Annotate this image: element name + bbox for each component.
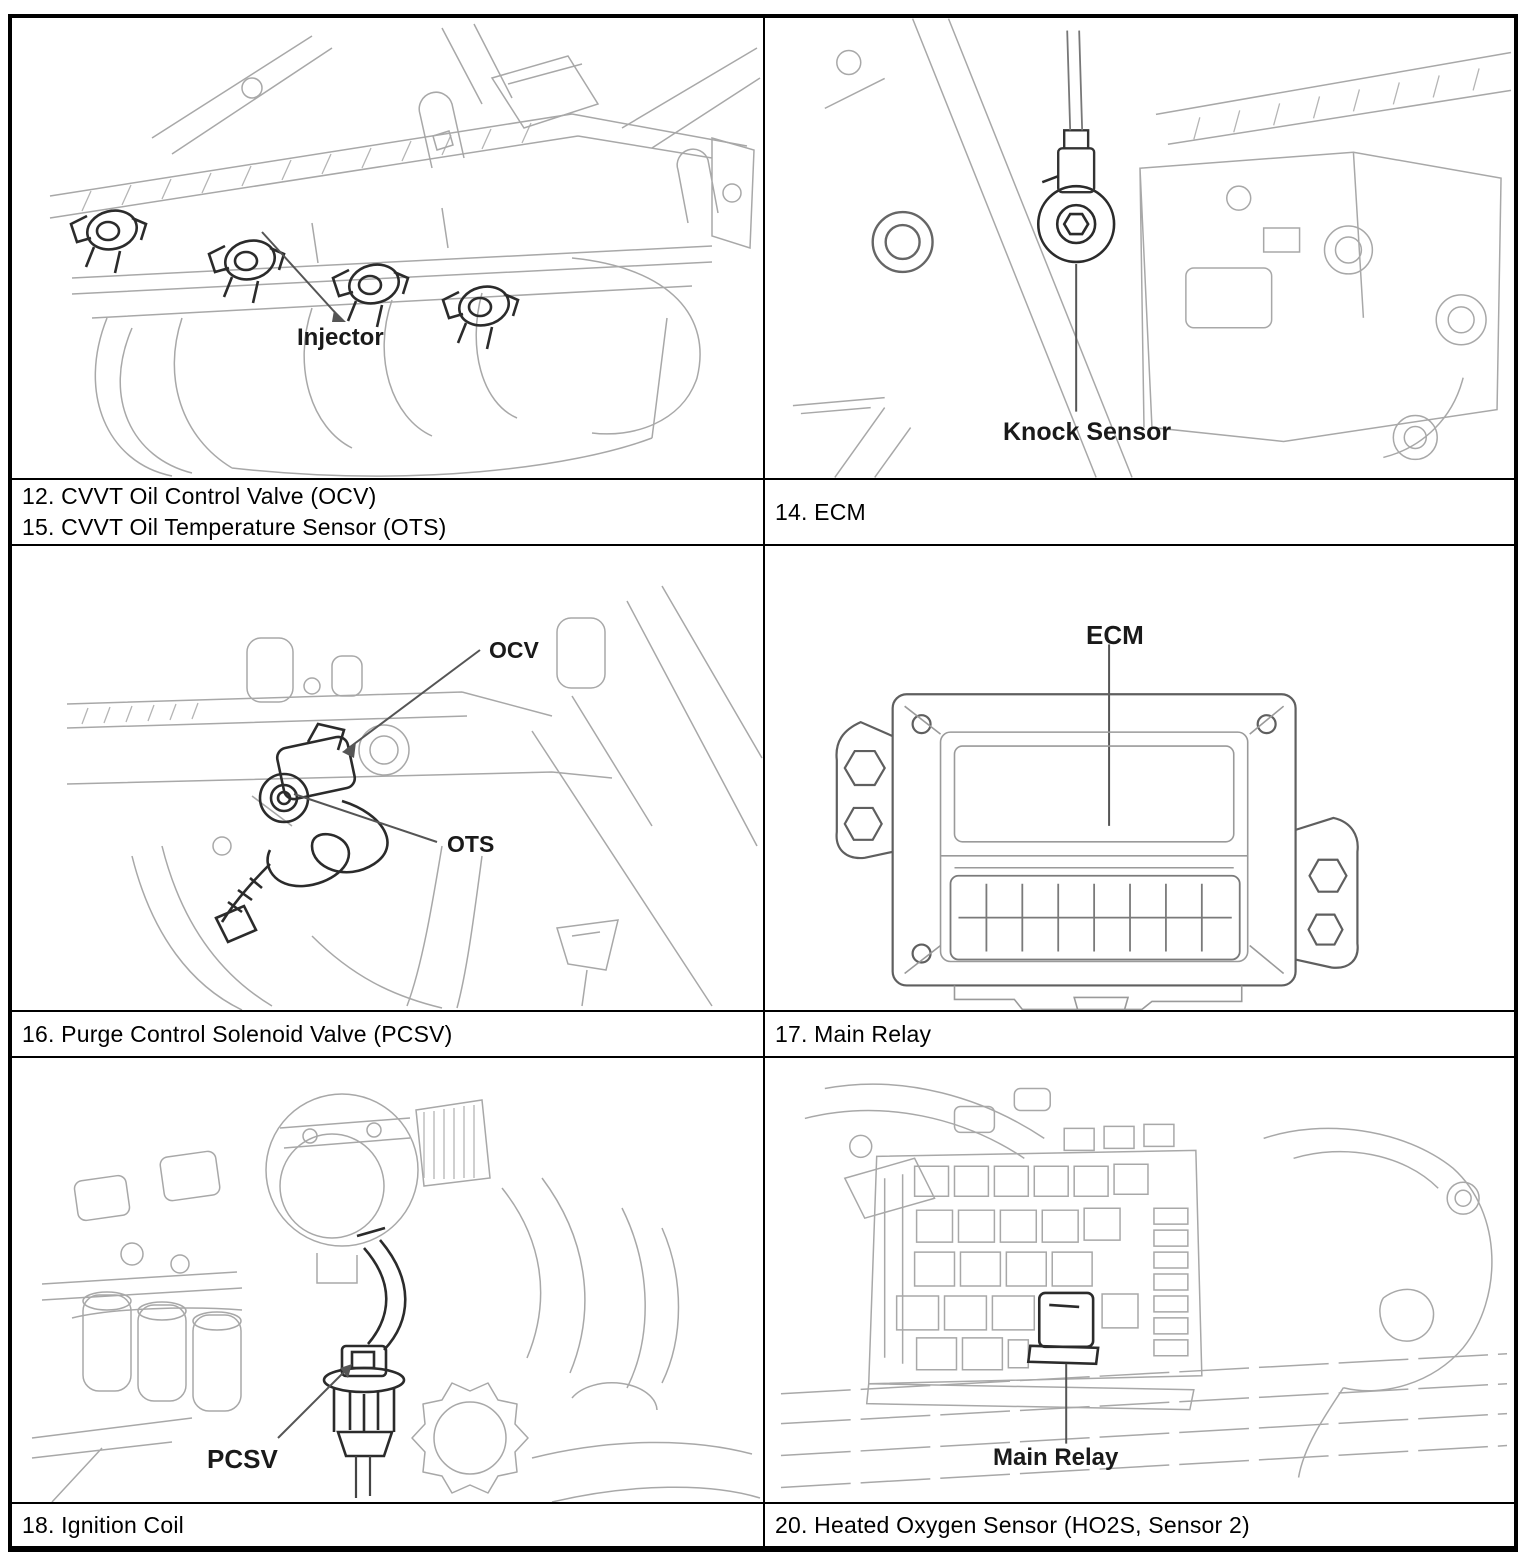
figure-cell-pcsv — [12, 1056, 763, 1502]
knock-sensor-drawing — [1038, 31, 1114, 262]
main-relay-drawing — [1028, 1293, 1098, 1364]
ecm-callout: ECM — [1086, 620, 1144, 650]
caption-line-17: 17. Main Relay — [775, 1020, 932, 1047]
caption-line-12: 12. CVVT Oil Control Valve (OCV) — [22, 483, 377, 509]
caption-cell-17 — [763, 1010, 1514, 1056]
pcsv-callout: PCSV — [207, 1444, 278, 1474]
ocv-callout: OCV — [489, 637, 539, 663]
caption-line-18: 18. Ignition Coil — [22, 1511, 184, 1538]
caption-cell-12-15 — [12, 478, 763, 544]
caption-cell-18 — [12, 1502, 763, 1546]
knock-sensor-callout: Knock Sensor — [1003, 418, 1172, 446]
caption-cell-16 — [12, 1010, 763, 1056]
injector-callout: Injector — [297, 324, 384, 351]
caption-line-15: 15. CVVT Oil Temperature Sensor (OTS) — [22, 514, 447, 540]
figure-cell-injectors — [12, 18, 763, 478]
caption-line-16: 16. Purge Control Solenoid Valve (PCSV) — [22, 1020, 453, 1047]
figure-cell-ecm — [763, 544, 1514, 1010]
figure-cell-ocv-ots — [12, 544, 763, 1010]
pcsv-drawing — [324, 1228, 405, 1498]
caption-line-14: 14. ECM — [775, 498, 866, 525]
ecm-figure — [765, 546, 1514, 1010]
caption-line-20: 20. Heated Oxygen Sensor (HO2S, Sensor 2) — [775, 1511, 1250, 1538]
ots-callout: OTS — [447, 831, 495, 857]
knock-sensor-figure — [765, 18, 1514, 478]
ocv-ots-figure — [12, 546, 763, 1010]
caption-cell-14 — [763, 478, 1514, 544]
ecm-drawing — [837, 694, 1358, 985]
caption-cell-20 — [763, 1502, 1514, 1546]
ecm-connector-drawing — [951, 876, 1240, 960]
ocv-ots-drawing — [216, 724, 387, 942]
pcsv-figure — [12, 1058, 763, 1502]
injector-figure — [12, 18, 763, 478]
main-relay-figure — [765, 1058, 1514, 1502]
main-relay-callout: Main Relay — [993, 1444, 1119, 1471]
figure-cell-knock-sensor — [763, 18, 1514, 478]
component-location-table — [8, 14, 1518, 1552]
figure-cell-main-relay — [763, 1056, 1514, 1502]
ignition-coil-drawing — [83, 1292, 241, 1411]
